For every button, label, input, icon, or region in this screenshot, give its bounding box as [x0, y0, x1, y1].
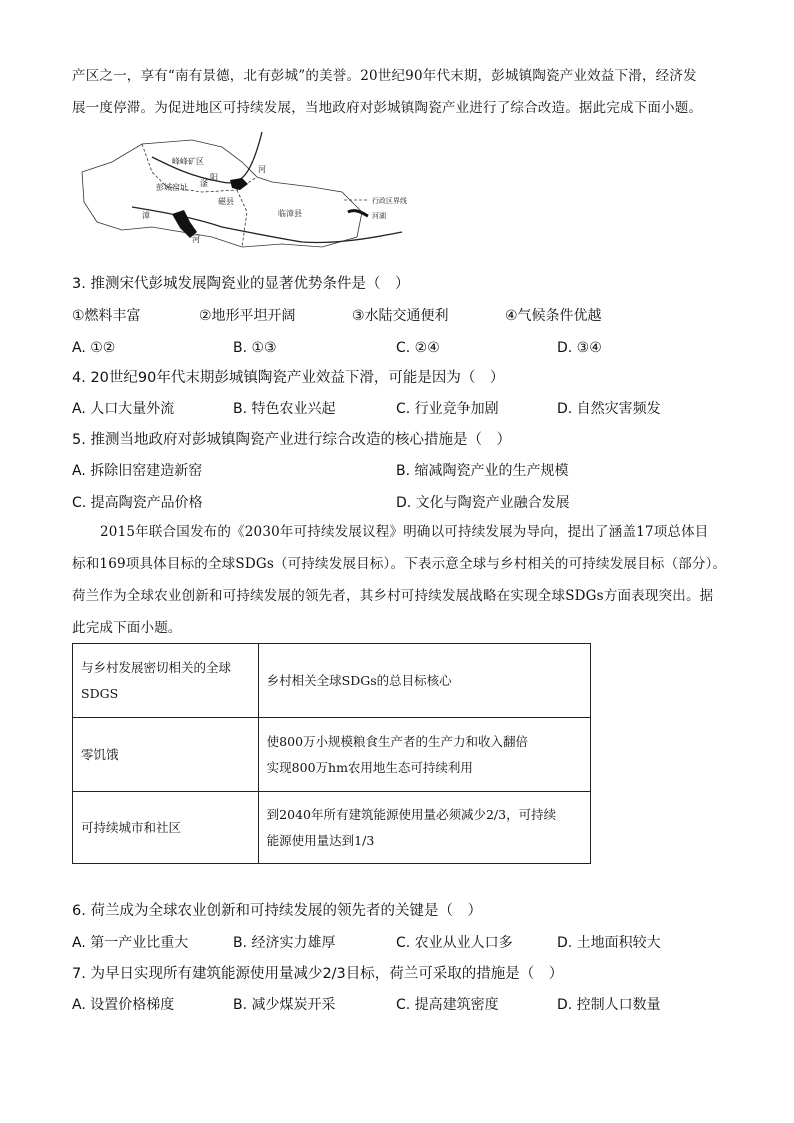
- river-fuyang: [152, 132, 262, 183]
- cell-core-line-1: 到2040年所有建筑能源使用量必须减少2/3，可持续: [266, 806, 557, 822]
- q4-option-d[interactable]: D. 自然灾害频发: [557, 401, 661, 417]
- legend-lake-label: 河湖: [372, 212, 386, 220]
- label-pengcheng: 彭城窑址: [156, 183, 188, 192]
- intro-line-2: 展一度停滞。为促进地区可持续发展，当地政府对彭城镇陶瓷产业进行了综合改造。据此完成下面小题。: [72, 100, 703, 116]
- q4-option-b[interactable]: B. 特色农业兴起: [233, 401, 336, 417]
- passage2-line-1: 2015年联合国发布的《2030年可持续发展议程》明确以可持续发展为导向，提出了涵盖17项总体目: [100, 524, 709, 540]
- intro-line-1: 产区之一，享有“南有景德，北有彭城”的美誉。20世纪90年代末期，彭城镇陶瓷产业效益下滑，经济发: [72, 68, 697, 84]
- q3-item-2: ②地形平坦开阔: [199, 308, 296, 324]
- q4-option-a[interactable]: A. 人口大量外流: [72, 401, 175, 417]
- q3-option-c[interactable]: C. ②④: [396, 340, 440, 356]
- q5-stem: 5. 推测当地政府对彭城镇陶瓷产业进行综合改造的核心措施是（ ）: [72, 432, 511, 448]
- q7-option-b[interactable]: B. 减少煤炭开采: [233, 997, 336, 1013]
- q7-stem: 7. 为早日实现所有建筑能源使用量减少2/3目标，荷兰可采取的措施是（ ）: [72, 966, 564, 982]
- q5-option-c[interactable]: C. 提高陶瓷产品价格: [72, 495, 203, 511]
- q7-option-a[interactable]: A. 设置价格梯度: [72, 997, 175, 1013]
- q5-option-b[interactable]: B. 缩减陶瓷产业的生产规模: [396, 463, 569, 479]
- label-fengfeng: 峰峰矿区: [172, 157, 204, 166]
- q6-option-a[interactable]: A. 第一产业比重大: [72, 935, 189, 951]
- table-header-cell-core: 乡村相关全球SDGs的总目标核心: [258, 644, 590, 718]
- q6-option-c[interactable]: C. 农业从业人口多: [396, 935, 513, 951]
- q3-item-4: ④气候条件优越: [505, 308, 602, 324]
- q7-option-c[interactable]: C. 提高建筑密度: [396, 997, 499, 1013]
- passage2-line-2: 标和169项具体目标的全球SDGs（可持续发展目标）。下表示意全球与乡村相关的可持续发展目标（部分）。: [72, 556, 727, 572]
- pengcheng-kiln-site: [230, 178, 248, 190]
- legend-boundary-label: 行政区界线: [372, 197, 407, 205]
- passage2-line-4: 此完成下面小题。: [72, 620, 182, 636]
- cell-core-line-2: 实现800万hm农用地生态可持续利用: [266, 759, 473, 775]
- table-header-row: [73, 644, 591, 718]
- sdg-table: [72, 643, 591, 864]
- county-line: [237, 190, 247, 247]
- passage2-line-3: 荷兰作为全球农业创新和可持续发展的领先者，其乡村可持续发展战略在实现全球SDGs方面表现突出。据: [72, 588, 714, 604]
- legend-lake-symbol: [348, 211, 368, 216]
- label-he1: 河: [258, 165, 266, 174]
- q3-stem: 3. 推测宋代彭城发展陶瓷业的显著优势条件是（ ）: [72, 276, 410, 292]
- table-row: [73, 718, 591, 792]
- map-legend: [344, 196, 407, 220]
- table-cell-goal: 零饥饿: [73, 718, 259, 792]
- label-cixian: 磁县: [218, 197, 234, 206]
- cell-core-line-2: 能源使用量达到1/3: [266, 832, 375, 848]
- table-cell-goal: 可持续城市和社区: [73, 792, 259, 864]
- reservoir: [172, 210, 197, 238]
- q4-option-c[interactable]: C. 行业竞争加剧: [396, 401, 499, 417]
- table-header-cell-goal: [73, 644, 259, 718]
- q5-option-a[interactable]: A. 拆除旧窑建造新窑: [72, 463, 203, 479]
- label-he2: 河: [192, 235, 200, 244]
- q3-option-b[interactable]: B. ①③: [233, 340, 277, 356]
- table-cell-core: [258, 718, 590, 792]
- label-fu: 滏: [200, 179, 208, 188]
- q3-item-1: ①燃料丰富: [72, 308, 141, 324]
- label-zhang: 漳: [142, 211, 150, 220]
- q6-option-b[interactable]: B. 经济实力雄厚: [233, 935, 336, 951]
- cell-core-line-1: 使800万小规模粮食生产者的生产力和收入翻倍: [266, 733, 529, 749]
- region-map: [72, 132, 412, 257]
- q3-option-a[interactable]: A. ①②: [72, 340, 116, 356]
- q6-option-d[interactable]: D. 土地面积较大: [557, 935, 661, 951]
- q7-option-d[interactable]: D. 控制人口数量: [557, 997, 661, 1013]
- label-linzhang: 临漳县: [278, 209, 302, 218]
- label-yang: 阳: [210, 173, 218, 182]
- header-goal-line-2: SDGS: [81, 685, 119, 701]
- q6-stem: 6. 荷兰成为全球农业创新和可持续发展的领先者的关键是（ ）: [72, 903, 482, 919]
- boundary-outline: [82, 140, 362, 247]
- q3-option-d[interactable]: D. ③④: [557, 340, 602, 356]
- table-row: [73, 792, 591, 864]
- q5-option-d[interactable]: D. 文化与陶瓷产业融合发展: [396, 495, 570, 511]
- q3-item-3: ③水陆交通便利: [352, 308, 449, 324]
- q4-stem: 4. 20世纪90年代末期彭城镇陶瓷产业效益下滑，可能是因为（ ）: [72, 370, 505, 386]
- header-goal-line-1: 与乡村发展密切相关的全球: [81, 659, 232, 675]
- table-cell-core: [258, 792, 590, 864]
